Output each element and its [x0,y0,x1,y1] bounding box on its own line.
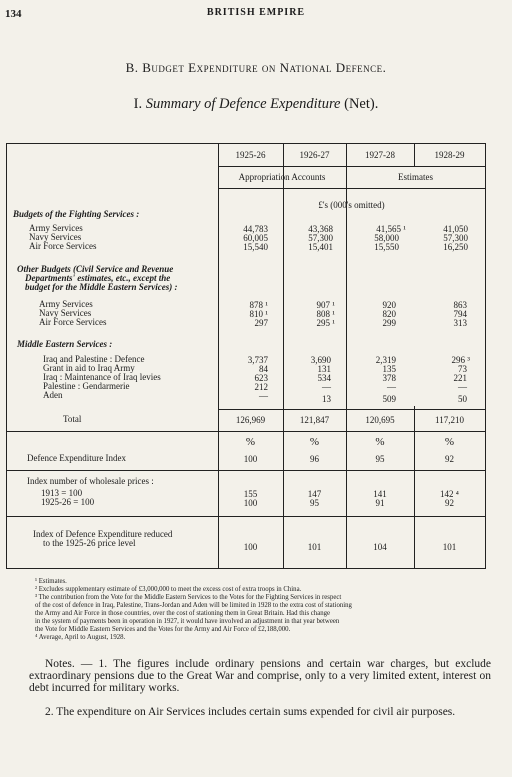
cell: 509 [382,394,396,404]
footnote: ² Excludes supplementary estimate of £3,000,000 to meet the excess cost of extra troops in China. [35,586,302,593]
row-label: Air Force Services [39,317,107,327]
footnote: of the cost of defence in Iraq, Palestine, Trans-Jordan and Aden will be limited in 1928 to the extra cost of stationing [35,602,352,609]
cell: 2,319 [375,355,396,365]
subtitle-italic: Summary of Defence Expenditure [145,96,341,112]
cell: 794 [453,309,467,319]
row-label: Army Services [29,223,83,233]
cell: 60,005 [243,233,268,243]
section-other-1: Other Budgets (Civil Service and Revenue [17,264,174,274]
cell: 73 [458,364,467,374]
row-label: Army Services [39,299,93,309]
note-paragraph: 2. The expenditure on Air Services includes certain sums expended for civil air purposes. [45,706,456,718]
total-cell: 120,695 [365,415,395,425]
cell: 43,368 [308,224,333,234]
reduced-cell: 104 [373,542,387,552]
row-label: Navy Services [39,308,92,318]
year-header: 1926-27 [299,150,330,160]
year-header: 1927-28 [365,150,395,160]
cell: 878 ¹ [249,300,268,310]
cell: 3,737 [247,355,268,365]
footnote: ⁴ Average, April to August, 1928. [35,634,126,641]
cell: 212 [254,382,268,392]
defence-index-cell: 92 [445,454,454,464]
row-rule [218,409,485,410]
percent-sign: % [245,436,256,448]
cell: 810 ¹ [249,309,268,319]
row-rule [7,431,485,432]
cell: 808 ¹ [316,309,335,319]
reduced-label-2: to the 1925-26 price level [43,538,136,548]
group-header-appropriation: Appropriation Accounts [238,172,326,182]
cell: 15,550 [374,242,399,252]
row-rule [7,470,485,471]
table-subtitle [0,96,512,113]
cell: 135 [382,364,396,374]
cell: 296 ³ [451,355,470,365]
total-label: Total [63,414,82,424]
defence-index-cell: 95 [375,454,385,464]
cell: 221 [453,373,467,383]
section-title: B. Budget Expenditure on National Defence. [125,60,387,75]
footnote: the Vote for Middle Eastern Services and the Votes for the Army and Air Force of £2,188,000. [35,626,291,633]
cell: 378 [382,373,396,383]
note-paragraph: Notes. — 1. The figures include ordinary pensions and certain war charges, but exclude extraordinary pensions due to the Great War and comprise, only to a very limited extent, interest on debt incurred for military works. [29,658,491,694]
row-label: Iraq : Maintenance of Iraq levies [43,372,161,382]
cell: 100 [243,498,258,508]
cell: — [387,382,396,392]
row-label: Grant in aid to Iraq Army [43,363,135,373]
percent-sign: % [309,436,320,448]
cell: 142 ⁴ [440,489,459,499]
cell: 131 [317,364,331,374]
total-cell: 117,210 [435,415,464,425]
row-label: 1913 = 100 [41,488,83,498]
footnote: ³ The contribution from the Vote for the Middle Eastern Services to the Votes for the Fighting Services in respect [35,594,342,601]
cell: 820 [382,309,396,319]
cell: 95 [310,498,319,508]
cell: 907 ¹ [316,300,335,310]
group-header-estimates: Estimates [398,172,433,182]
cell: — [259,391,268,401]
defence-expenditure-table [6,143,486,569]
cell: 15,401 [308,242,333,252]
percent-sign: % [444,436,455,448]
page-number: 134 [5,8,22,20]
cell: 147 [307,489,322,499]
cell: — [322,382,331,392]
cell: 299 [382,318,396,328]
subtitle-suffix: (Net). [344,96,379,112]
cell: — [458,382,467,392]
footnotes [35,578,475,642]
reduced-label-1: Index of Defence Expenditure reduced [33,529,173,539]
cell: 84 [259,364,268,374]
cell: 295 ¹ [316,318,335,328]
cell: 920 [382,300,396,310]
row-label: Navy Services [29,232,82,242]
cell: 534 [317,373,331,383]
defence-index-cell: 96 [310,454,319,464]
reduced-cell: 101 [442,542,457,552]
units-note: £'s (000's omitted) [318,200,385,210]
footnote: ¹ Estimates. [35,578,67,585]
footnote: in the system of payments been in operation in 1927, it would have involved an adjustment in that year between [35,618,340,625]
row-label: Iraq and Palestine : Defence [43,354,145,364]
wholesale-label: Index number of wholesale prices : [27,476,154,486]
subtitle-prefix: I. [133,96,143,112]
cell: 13 [322,394,331,404]
row-label: Aden [43,390,63,400]
reduced-cell: 100 [243,542,258,552]
cell: 623 [254,373,268,383]
total-cell: 121,847 [299,415,330,425]
cell: 3,690 [310,355,331,365]
row-label: 1925-26 = 100 [41,497,95,507]
year-header: 1928-29 [434,150,465,160]
percent-sign: % [375,436,385,448]
cell: 91 [375,498,385,508]
cell: 58,000 [374,233,399,243]
cell: 57,300 [443,233,468,243]
cell: 57,300 [308,233,333,243]
row-rule [218,166,485,167]
row-rule [7,516,485,517]
cell: 15,540 [243,242,268,252]
cell: 41,565 ¹ [376,224,406,234]
cell: 16,250 [443,242,468,252]
cell: 863 [453,300,467,310]
cell: 44,783 [243,224,268,234]
total-cell: 126,969 [235,415,266,425]
year-header: 1925-26 [235,150,266,160]
section-other-3: budget for the Middle Eastern Services) : [25,282,178,292]
cell: 92 [445,498,454,508]
cell: 155 [243,489,258,499]
cell: 141 [373,489,387,499]
row-label: Palestine : Gendarmerie [43,381,130,391]
row-label: Air Force Services [29,241,97,251]
cell: 313 [453,318,467,328]
defence-index-cell: 100 [243,454,258,464]
cell: 297 [254,318,268,328]
footnote: the Army and Air Force in those countries, over the cost of stationing them in Great Britain. Had this change [35,610,331,617]
row-rule [218,188,485,189]
reduced-cell: 101 [307,542,322,552]
cell: 50 [458,394,467,404]
section-fighting: Budgets of the Fighting Services : [13,209,140,219]
section-middle-east: Middle Eastern Services : [17,339,113,349]
section-other-2: Departments' estimates, etc., except the [25,273,171,283]
defence-index-label: Defence Expenditure Index [27,453,126,463]
running-head: BRITISH EMPIRE [206,7,306,18]
cell: 41,050 [443,224,468,234]
notes [29,658,491,730]
